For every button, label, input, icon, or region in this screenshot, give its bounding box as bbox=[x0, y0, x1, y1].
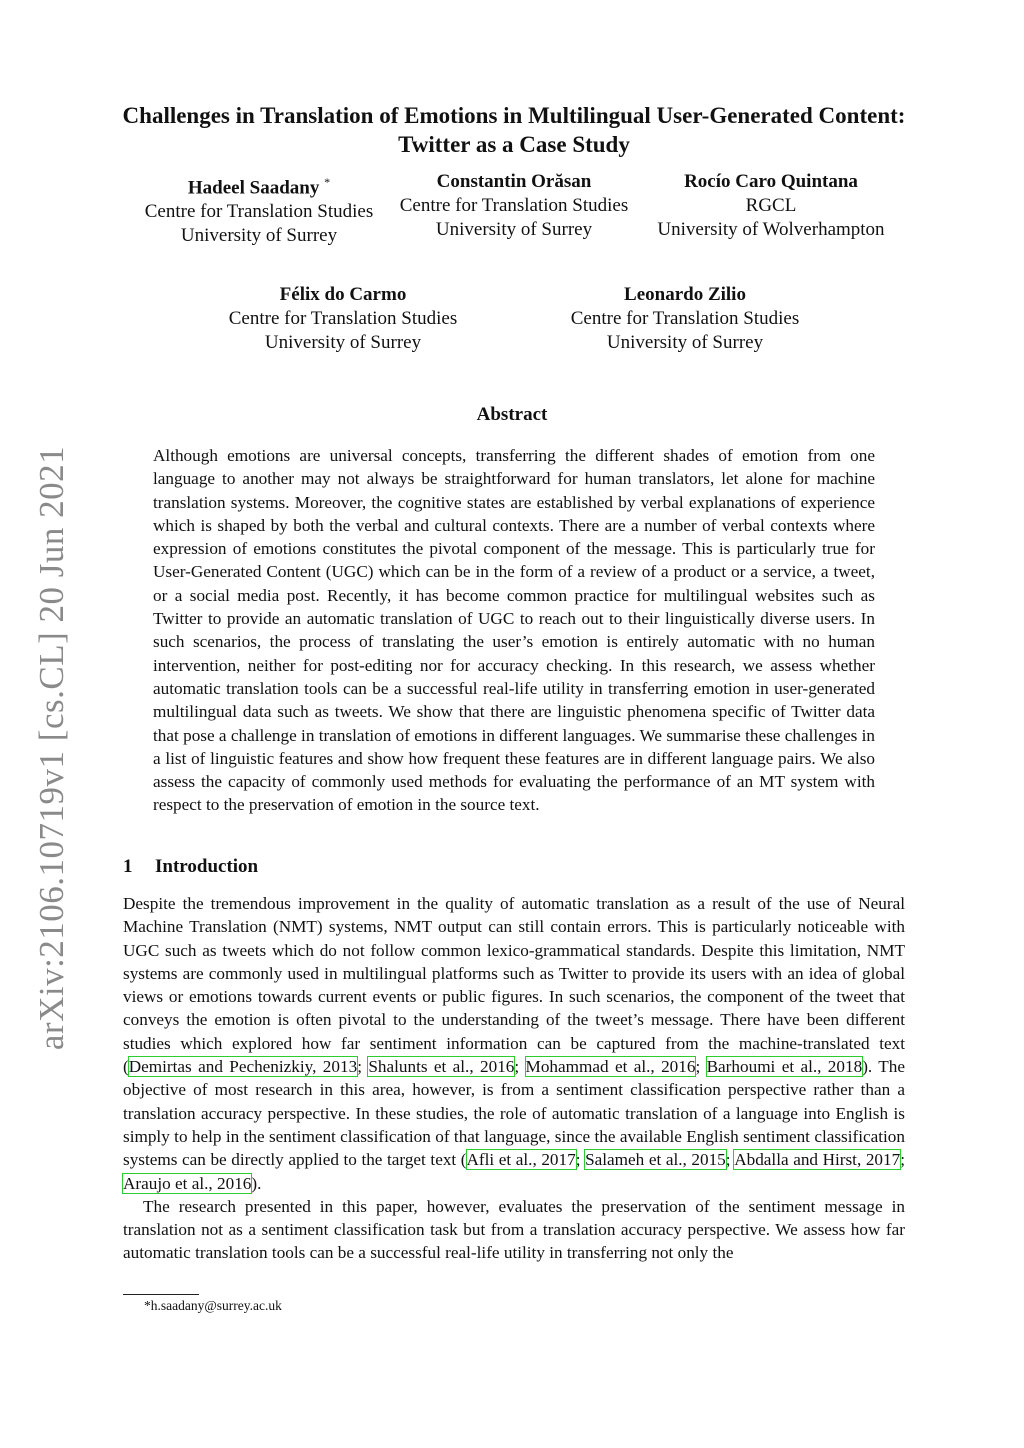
author-name: Félix do Carmo bbox=[279, 284, 407, 305]
paragraph: Despite the tremendous improvement in the quality of automatic translation as a result of the use of Neural Machine Translation (NMT) systems, NMT output can still contain errors. This is particularly noticeable with UGC such as tweets which do not follow common lexico-grammatical standards. Despite this limitation, NMT systems are commonly used in multilingual platforms such as Twitter to provide its users with an idea of global views or emotions towards current events or public figures. In such scenarios, the component of the tweet that conveys the emotion is often pivotal to the understanding of the tweet’s message. There have been different studies which explored how far sentiment information can be captured from the machine-translated text (Demirtas and Pechenizkiy, 2013; Shalunts et al., 2016; Mohammad et al., 2016; Barhoumi et al., 2018). The objective of most research in this area, however, is from a sentiment classification perspective rather than a translation accuracy perspective. In these studies, the role of automatic translation of a language into English is simply to help in the sentiment classification of that language, since the available English sentiment classification systems can be directly applied to the target text (Afli et al., 2017; Salameh et al., 2015; Abdalla and Hirst, 2017; Araujo et al., 2016). bbox=[123, 894, 905, 1193]
body-text bbox=[123, 892, 905, 1265]
author-affiliation: Centre for Translation Studies bbox=[570, 308, 800, 329]
citation-link[interactable]: Araujo et al., 2016 bbox=[123, 1173, 252, 1193]
abstract-heading: Abstract bbox=[476, 404, 548, 425]
author-affiliation: Centre for Translation Studies bbox=[228, 308, 458, 329]
author-block bbox=[383, 170, 645, 242]
author-affiliation: Centre for Translation Studies bbox=[144, 201, 374, 223]
footnote: *h.saadany@surrey.ac.uk bbox=[144, 1298, 282, 1313]
citation-link[interactable]: Abdalla and Hirst, 2017 bbox=[734, 1150, 901, 1170]
author-institution: University of Surrey bbox=[180, 225, 338, 247]
author-block bbox=[212, 283, 474, 355]
section-title: Introduction bbox=[155, 856, 259, 877]
author-block bbox=[554, 283, 816, 355]
author-institution: University of Surrey bbox=[606, 332, 764, 353]
author-name: Rocío Caro Quintana bbox=[684, 171, 858, 192]
author-institution: University of Wolverhampton bbox=[657, 219, 885, 240]
section-heading bbox=[123, 856, 258, 878]
paragraph-text: Despite the tremendous improvement in the quality of automatic translation as a result of the use of Neural Machine Translation (NMT) systems, NMT output can still contain errors. This is particularly noticeable with UGC such as tweets which do not follow common lexico-grammatical standards. Despite this limitation, NMT systems are commonly used in multilingual platforms such as Twitter to provide its users with an idea of global views or emotions towards current events or public figures. In such scenarios, the component of the tweet that conveys the emotion is often pivotal to the understanding of the tweet’s message. There have been different studies which explored how far sentiment information can be captured from the machine-translated text ( bbox=[123, 894, 905, 1077]
citation-link[interactable]: Afli et al., 2017 bbox=[466, 1150, 576, 1170]
section-number: 1 bbox=[123, 856, 133, 877]
author-name: Leonardo Zilio bbox=[624, 284, 746, 305]
author-institution: University of Surrey bbox=[435, 219, 593, 240]
paper-title: Challenges in Translation of Emotions in Multilingual User-Generated Content: Twitter as a Case Study bbox=[122, 103, 906, 157]
author-block bbox=[640, 170, 902, 242]
author-name: Constantin Orăsan bbox=[436, 171, 592, 192]
paragraph: The research presented in this paper, however, evaluates the preservation of the sentiment message in translation not as a sentiment classification task but from a translation accuracy perspective. We assess how far automatic translation tools can be a successful real-life utility in transferring not only the bbox=[123, 1196, 905, 1263]
paragraph-text: ). The objective of most research in this area, however, is from a sentiment classification perspective rather than a translation accuracy perspective. In these studies, the role of automatic translation of a language into English is simply to help in the sentiment classification of that language, since the available English sentiment classification systems can be directly applied to the target text ( bbox=[123, 1057, 905, 1170]
citation-link[interactable]: Demirtas and Pechenizkiy, 2013 bbox=[128, 1057, 358, 1077]
citation-link[interactable]: Mohammad et al., 2016 bbox=[525, 1057, 696, 1077]
citation-link[interactable]: Shalunts et al., 2016 bbox=[368, 1057, 515, 1077]
citation-link[interactable]: Barhoumi et al., 2018 bbox=[706, 1057, 863, 1077]
abstract-text: Although emotions are universal concepts, transferring the different shades of emotion from one language to another may not always be straightforward for human translators, let alone for machine translation systems. Moreover, the cognitive states are established by verbal explanations of experience which is shaped by both the verbal and cultural contexts. There are a number of verbal contexts where expression of emotions constitutes the pivotal component of the message. This is particularly true for User-Generated Content (UGC) which can be in the form of a review of a product or a service, a tweet, or a social media post. Recently, it has become common practice for multilingual websites such as Twitter to provide an automatic translation of UGC to reach out to their linguistically diverse users. In such scenarios, the process of translating the user’s emotion is entirely automatic with no human intervention, neither for post-editing nor for accuracy checking. In this research, we assess whether automatic translation tools can be a successful real-life utility in transferring emotion in user-generated multilingual data such as tweets. We show that there are linguistic phenomena specific of Twitter data that pose a challenge in translation of emotions in different languages. We summarise these challenges in a list of linguistic features and show how frequent these features are in different language pairs. We also assess the capacity of commonly used methods for evaluating the performance of an MT system with respect to the preservation of emotion in the source text. bbox=[153, 446, 875, 815]
author-block bbox=[128, 170, 390, 248]
citation-link[interactable]: Salameh et al., 2015 bbox=[585, 1150, 726, 1170]
author-footnote-mark: * bbox=[324, 175, 331, 189]
footnote-rule bbox=[123, 1294, 199, 1295]
author-name: Hadeel Saadany bbox=[187, 177, 320, 199]
arxiv-identifier: arXiv:2106.10719v1 [cs.CL] 20 Jun 2021 bbox=[32, 445, 71, 1051]
paragraph-text: ). bbox=[251, 1173, 262, 1193]
author-affiliation: RGCL bbox=[745, 195, 797, 216]
author-affiliation: Centre for Translation Studies bbox=[399, 195, 629, 216]
author-institution: University of Surrey bbox=[264, 332, 422, 353]
